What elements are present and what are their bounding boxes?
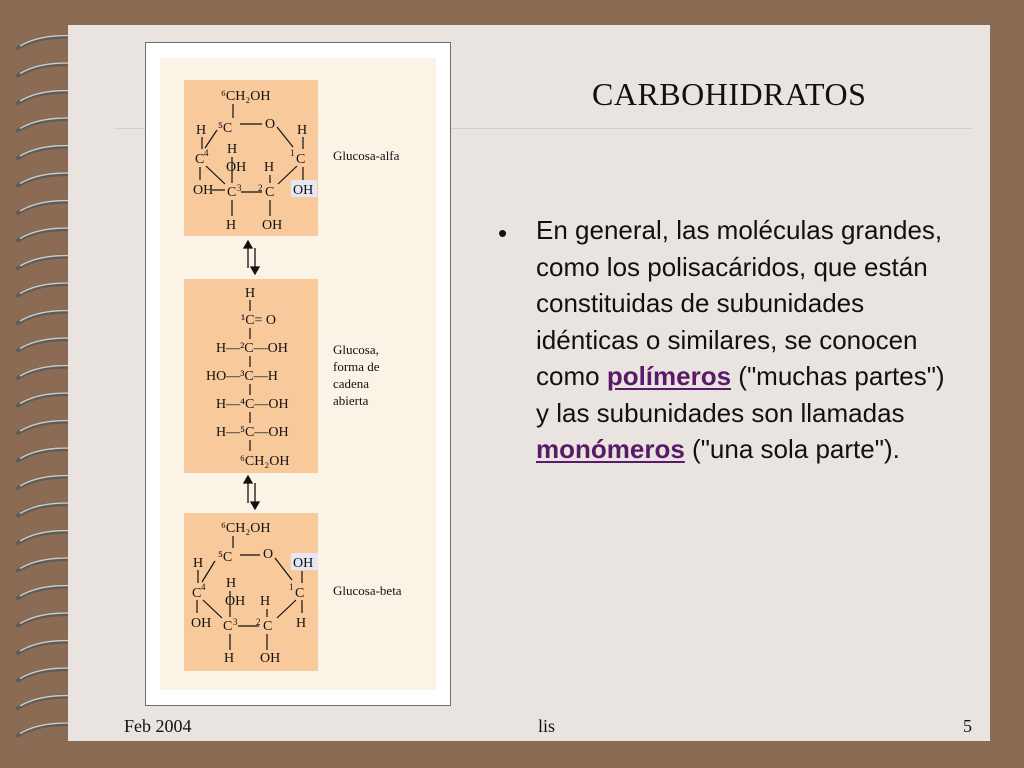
alpha-oh1: OH <box>293 183 314 198</box>
beta-o: O <box>263 547 274 562</box>
beta-c1: C <box>295 586 305 601</box>
open-c1: ¹C= O <box>241 313 277 328</box>
alpha-h3: H <box>264 160 275 175</box>
beta-h-bottom: H <box>224 651 235 666</box>
alpha-c4: C <box>195 152 205 167</box>
alpha-c2: C <box>265 185 275 200</box>
alpha-h4: H <box>227 142 238 157</box>
beta-oh4: OH <box>191 616 212 631</box>
alpha-c3n: 3 <box>237 183 242 193</box>
alpha-h1: H <box>297 123 308 138</box>
slide-title: CARBOHIDRATOS <box>592 76 867 112</box>
bullet-dot: • <box>498 218 508 248</box>
beta-h4: H <box>226 576 237 591</box>
footer-author: lis <box>538 716 556 736</box>
beta-c4: C <box>192 586 202 601</box>
alpha-c5: ⁵C <box>218 121 233 136</box>
alpha-oh4: OH <box>193 183 214 198</box>
alpha-c2n: 2 <box>258 183 263 193</box>
beta-c2: C <box>263 619 273 634</box>
alpha-oh3top: OH <box>226 160 247 175</box>
beta-c3: C <box>223 619 233 634</box>
beta-c2n: 2 <box>256 617 261 627</box>
bullet-part2: ("muchas partes") y las subunidades son llamadas <box>536 361 945 428</box>
alpha-o: O <box>265 117 276 132</box>
beta-oh2: OH <box>260 651 281 666</box>
beta-c3n: 3 <box>233 617 238 627</box>
alpha-label: Glucosa-alfa <box>333 148 400 163</box>
bullet-part3: ("una sola parte"). <box>684 434 900 464</box>
alpha-c1: C <box>296 152 306 167</box>
alpha-c1n: 1 <box>290 148 295 158</box>
open-label-4: abierta <box>333 393 369 408</box>
open-c6: ⁶CH₂OH <box>240 454 290 469</box>
open-h-top: H <box>245 286 256 301</box>
polimeros-link[interactable]: polímeros <box>606 361 732 391</box>
open-label-3: cadena <box>333 376 370 391</box>
alpha-h-bottom: H <box>226 218 237 233</box>
beta-h3: H <box>260 594 271 609</box>
bullet-part1: En general, las moléculas grandes, como los polisacáridos, que están constituidas de subunidades idénticas o similares, se conocen como <box>536 215 943 391</box>
footer-date: Feb 2004 <box>124 716 192 736</box>
beta-oh3top: OH <box>225 594 246 609</box>
beta-c4n: 4 <box>201 582 206 592</box>
beta-c1n: 1 <box>289 582 294 592</box>
beta-h5: H <box>193 556 204 571</box>
alpha-c6: ⁶CH₂OH <box>221 89 271 104</box>
alpha-oh2: OH <box>262 218 283 233</box>
beta-oh1: OH <box>293 556 314 571</box>
beta-h1: H <box>296 616 307 631</box>
open-r2: H—²C—OH <box>216 341 288 356</box>
open-label-1: Glucosa, <box>333 342 379 357</box>
alpha-h5: H <box>196 123 207 138</box>
open-r4: H—⁴C—OH <box>216 397 289 412</box>
beta-label: Glucosa-beta <box>333 583 402 598</box>
footer-page-number: 5 <box>963 716 972 736</box>
monomeros-link[interactable]: monómeros <box>536 434 685 464</box>
open-r3: HO—³C—H <box>206 369 278 384</box>
alpha-c4n: 4 <box>204 148 209 158</box>
open-label-2: forma de <box>333 359 380 374</box>
beta-c5: ⁵C <box>218 550 233 565</box>
bullet-text <box>536 212 956 468</box>
alpha-c3: C <box>227 185 237 200</box>
open-r5: H—⁵C—OH <box>216 425 289 440</box>
beta-c6: ⁶CH₂OH <box>221 521 271 536</box>
